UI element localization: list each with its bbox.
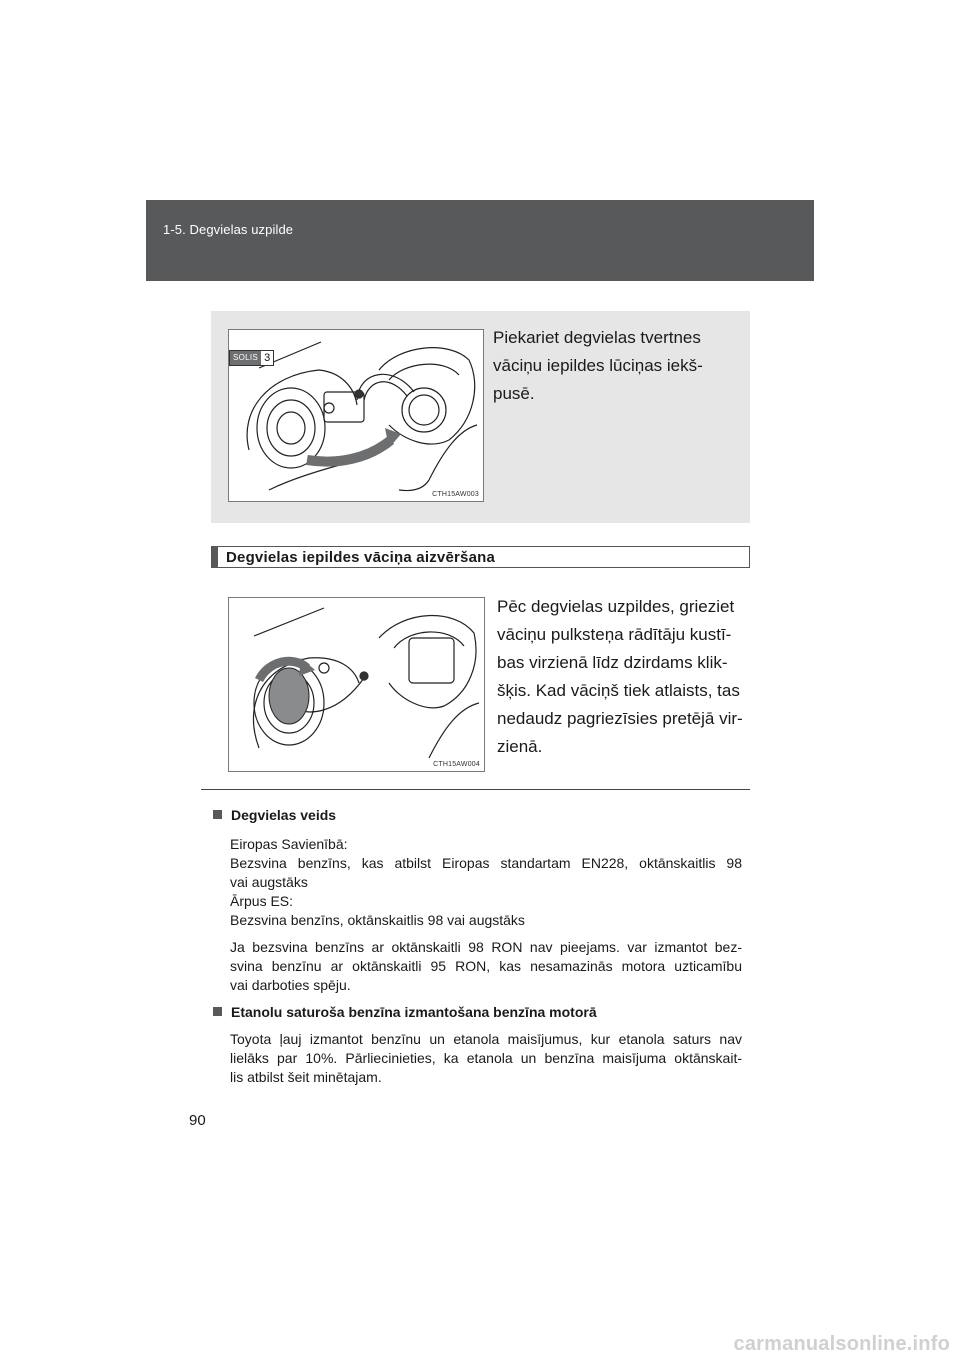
figure-code: CTH15AW003 xyxy=(432,491,479,498)
text-line: zienā. xyxy=(497,737,543,756)
fuel-type-text-alt xyxy=(230,938,742,995)
fuel-cap-close-illustration xyxy=(228,597,485,772)
text-line: Bezsvina benzīns, oktānskaitlis 98 vai augstāks xyxy=(230,912,525,928)
text-line: svina benzīnu ar oktānskaitli 95 RON, kas nesamazinās motora uzticamību xyxy=(230,958,742,974)
text-line: šķis. Kad vāciņš tiek atlaists, tas xyxy=(497,681,740,700)
text-line: Bezsvina benzīns, kas atbilst Eiropas standartam EN228, oktānskaitlis 98 xyxy=(230,855,742,871)
text-line: lielāks par 10%. Pārliecinieties, ka etanola un benzīna maisījuma oktānskait- xyxy=(230,1050,742,1066)
heading-marker xyxy=(212,547,218,567)
text-line: Toyota ļauj izmantot benzīnu un etanola maisījumus, kur etanola saturs nav xyxy=(230,1031,742,1047)
square-bullet-icon xyxy=(213,1007,222,1016)
text-line: vai augstāks xyxy=(230,874,308,890)
section-divider xyxy=(201,789,750,790)
text-line: vāciņu iepildes lūciņas iekš- xyxy=(493,356,703,375)
step-instruction xyxy=(493,324,727,408)
square-bullet-icon xyxy=(213,810,222,819)
note-heading-fuel-type xyxy=(213,807,336,823)
text-line: lis atbilst šeit minētajam. xyxy=(230,1069,382,1085)
watermark: carmanualsonline.info xyxy=(733,1333,950,1355)
closing-instruction xyxy=(497,593,743,761)
text-line: nedaudz pagriezīsies pretējā vir- xyxy=(497,709,743,728)
text-line: vāciņu pulksteņa rādītāju kustī- xyxy=(497,625,732,644)
text-line: Eiropas Savienībā: xyxy=(230,836,348,852)
note-title: Degvielas veids xyxy=(231,807,337,823)
figure-code: CTH15AW004 xyxy=(433,761,480,768)
text-line: Ārpus ES: xyxy=(230,893,294,909)
text-line: bas virzienā līdz dzirdams klik- xyxy=(497,653,728,672)
text-line: Piekariet degvielas tvertnes xyxy=(493,328,701,347)
step-badge xyxy=(229,350,274,366)
step-badge-label: SOLIS xyxy=(230,351,261,365)
section-title: Degvielas iepildes vāciņa aizvēršana xyxy=(226,549,496,566)
chapter-header-bar xyxy=(146,200,814,281)
note-title: Etanolu saturoša benzīna izmantošana benzīna motorā xyxy=(231,1004,597,1020)
text-line: Ja bezsvina benzīns ar oktānskaitli 98 RON nav pieejams. var izmantot bez- xyxy=(230,939,742,955)
ethanol-text xyxy=(230,1030,742,1087)
fuel-type-text xyxy=(230,835,742,930)
text-line: vai darboties spēju. xyxy=(230,977,351,993)
chapter-title: 1-5. Degvielas uzpilde xyxy=(163,222,294,237)
text-line: Pēc degvielas uzpildes, grieziet xyxy=(497,597,735,616)
note-heading-ethanol xyxy=(213,1004,597,1020)
fuel-door-close-drawing xyxy=(229,598,484,771)
step-badge-number: 3 xyxy=(264,352,271,364)
page-number: 90 xyxy=(189,1112,206,1129)
fuel-cap-hang-illustration xyxy=(228,329,484,502)
text-line: pusē. xyxy=(493,384,535,403)
section-heading xyxy=(211,546,750,568)
step-panel xyxy=(211,311,750,523)
